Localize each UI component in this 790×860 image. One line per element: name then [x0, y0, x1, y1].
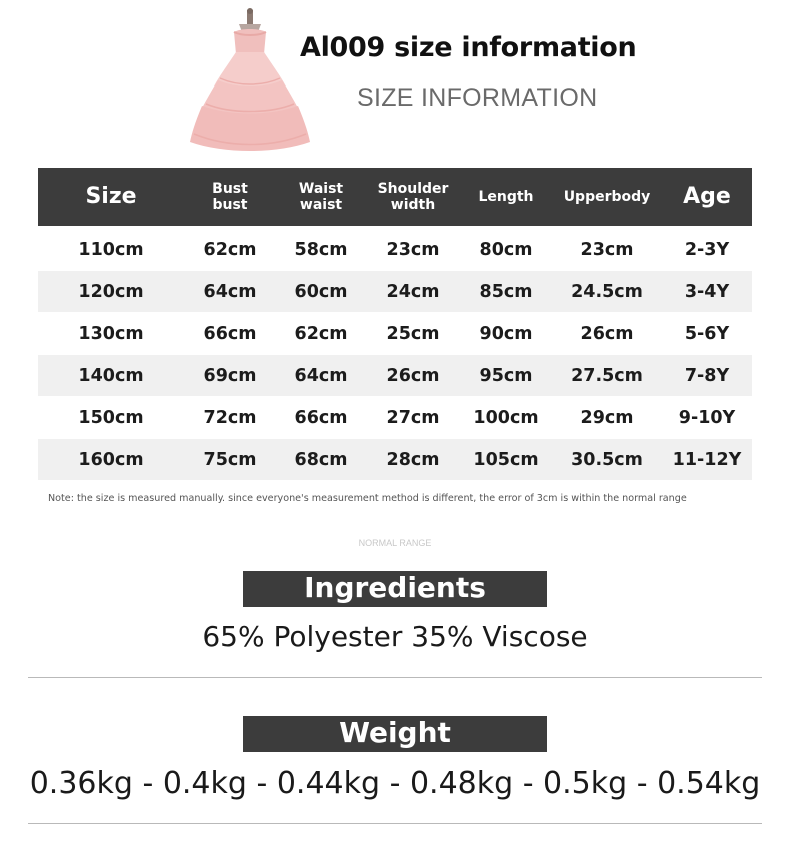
cell-waist: 64cm: [276, 355, 366, 397]
header-bust: [184, 168, 276, 228]
cell-age: 2-3Y: [662, 228, 752, 271]
cell-shoulder: 28cm: [366, 439, 460, 481]
header-size: Size: [38, 168, 184, 228]
header-length: Length: [460, 168, 552, 228]
table-row: [38, 439, 752, 481]
dress-image: [184, 8, 316, 158]
cell-bust: 62cm: [184, 228, 276, 271]
cell-waist: 68cm: [276, 439, 366, 481]
cell-upperbody: 24.5cm: [552, 271, 662, 313]
cell-size: 160cm: [38, 439, 184, 481]
cell-length: 80cm: [460, 228, 552, 271]
table-header-row: [38, 168, 752, 228]
weight-text: 0.36kg - 0.4kg - 0.44kg - 0.48kg - 0.5kg - 0.54kg: [29, 766, 761, 801]
cell-age: 7-8Y: [662, 355, 752, 397]
table-row: [38, 271, 752, 313]
header-shoulder-line1: Shoulder: [377, 181, 449, 197]
faint-label: NORMAL RANGE: [358, 538, 432, 548]
header-bust-line1: Bust: [212, 181, 248, 197]
cell-upperbody: 30.5cm: [552, 439, 662, 481]
cell-upperbody: 27.5cm: [552, 355, 662, 397]
mannequin-icon: [239, 8, 261, 32]
pink-dress-icon: [190, 29, 310, 151]
cell-length: 100cm: [460, 397, 552, 439]
table-row: [38, 313, 752, 355]
size-table: [38, 168, 752, 480]
cell-size: 140cm: [38, 355, 184, 397]
cell-size: 120cm: [38, 271, 184, 313]
header-upperbody: Upperbody: [552, 168, 662, 228]
cell-waist: 62cm: [276, 313, 366, 355]
cell-bust: 64cm: [184, 271, 276, 313]
cell-length: 90cm: [460, 313, 552, 355]
weight-heading: Weight: [243, 716, 547, 752]
ingredients-text: 65% Polyester 35% Viscose: [202, 620, 588, 653]
cell-length: 85cm: [460, 271, 552, 313]
divider: [28, 677, 762, 678]
cell-upperbody: 23cm: [552, 228, 662, 271]
header-age: Age: [662, 168, 752, 228]
header-waist-line1: Waist: [298, 181, 344, 197]
cell-shoulder: 25cm: [366, 313, 460, 355]
cell-age: 9-10Y: [662, 397, 752, 439]
cell-age: 3-4Y: [662, 271, 752, 313]
table-row: [38, 397, 752, 439]
header-shoulder: [366, 168, 460, 228]
measurement-note: Note: the size is measured manually. since everyone's measurement method is different, the error of 3cm is within the normal range: [48, 493, 687, 504]
table-row: [38, 228, 752, 271]
cell-age: 11-12Y: [662, 439, 752, 481]
cell-shoulder: 26cm: [366, 355, 460, 397]
divider: [28, 823, 762, 824]
cell-bust: 66cm: [184, 313, 276, 355]
cell-bust: 75cm: [184, 439, 276, 481]
header-bust-line2: bust: [212, 197, 248, 213]
header-waist-line2: waist: [299, 197, 343, 213]
cell-size: 110cm: [38, 228, 184, 271]
cell-length: 105cm: [460, 439, 552, 481]
cell-upperbody: 29cm: [552, 397, 662, 439]
cell-bust: 69cm: [184, 355, 276, 397]
cell-age: 5-6Y: [662, 313, 752, 355]
cell-waist: 66cm: [276, 397, 366, 439]
page-title: Al009 size information: [300, 32, 637, 63]
cell-size: 150cm: [38, 397, 184, 439]
header-shoulder-line2: width: [390, 197, 436, 213]
cell-upperbody: 26cm: [552, 313, 662, 355]
page-subtitle: SIZE INFORMATION: [357, 84, 598, 112]
cell-length: 95cm: [460, 355, 552, 397]
ingredients-heading: Ingredients: [243, 571, 547, 607]
cell-shoulder: 27cm: [366, 397, 460, 439]
cell-shoulder: 23cm: [366, 228, 460, 271]
cell-bust: 72cm: [184, 397, 276, 439]
cell-shoulder: 24cm: [366, 271, 460, 313]
cell-size: 130cm: [38, 313, 184, 355]
cell-waist: 60cm: [276, 271, 366, 313]
header-waist: [276, 168, 366, 228]
cell-waist: 58cm: [276, 228, 366, 271]
table-row: [38, 355, 752, 397]
